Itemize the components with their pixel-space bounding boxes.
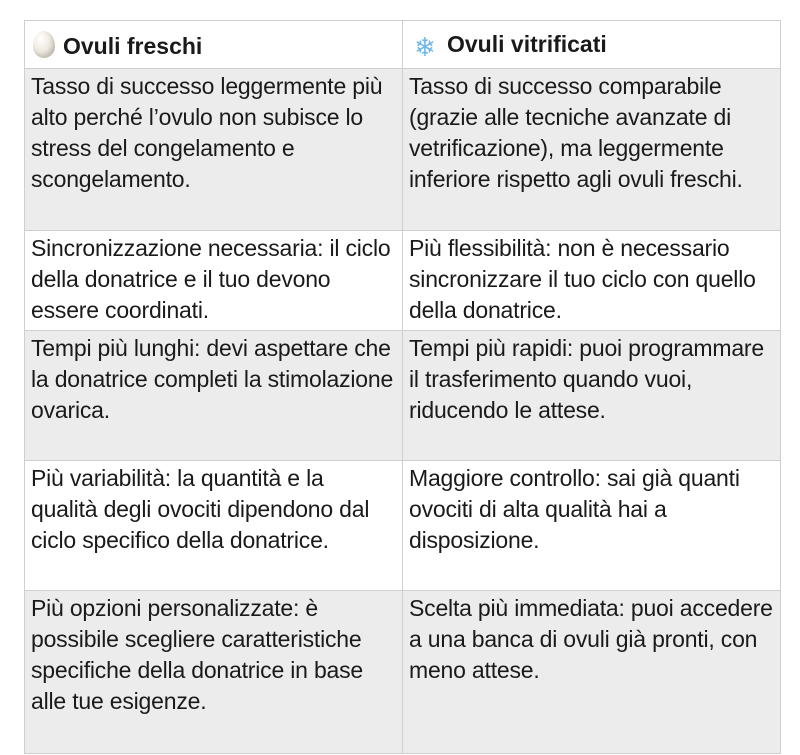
table-header-row	[25, 21, 781, 69]
cell-vitrified: Tempi più rapidi: puoi programmare il trasferimento quando vuoi, riducendo le attese.	[403, 331, 781, 461]
cell-fresh: Più opzioni personalizzate: è possibile scegliere caratteristiche specifiche della donatrice in base alle tue esigenze.	[25, 591, 403, 754]
comparison-table	[24, 20, 781, 754]
table-row	[25, 591, 781, 754]
cell-fresh: Più variabilità: la quantità e la qualità degli ovociti dipendono dal ciclo specifico della donatrice.	[25, 461, 403, 591]
table-row	[25, 69, 781, 231]
header-fresh-label: Ovuli freschi	[63, 33, 203, 59]
cell-vitrified: Scelta più immediata: puoi accedere a una banca di ovuli già pronti, con meno attese.	[403, 591, 781, 754]
snowflake-icon: ❄	[414, 33, 436, 63]
comparison-table-container	[24, 20, 780, 754]
header-vitrified-eggs	[403, 21, 781, 69]
table-row	[25, 461, 781, 591]
egg-icon	[33, 31, 55, 58]
table-row	[25, 331, 781, 461]
cell-vitrified: Tasso di successo comparabile (grazie alle tecniche avanzate di vetrificazione), ma leggermente inferiore rispetto agli ovuli freschi.	[403, 69, 781, 231]
header-fresh-eggs	[25, 21, 403, 69]
cell-vitrified: Maggiore controllo: sai già quanti ovociti di alta qualità hai a disposizione.	[403, 461, 781, 591]
cell-fresh: Tempi più lunghi: devi aspettare che la donatrice completi la stimolazione ovarica.	[25, 331, 403, 461]
cell-fresh: Sincronizzazione necessaria: il ciclo della donatrice e il tuo devono essere coordinati.	[25, 231, 403, 331]
cell-fresh: Tasso di successo leggermente più alto perché l’ovulo non subisce lo stress del congelamento e scongelamento.	[25, 69, 403, 231]
table-row	[25, 231, 781, 331]
cell-vitrified: Più flessibilità: non è necessario sincronizzare il tuo ciclo con quello della donatrice.	[403, 231, 781, 331]
header-vitrified-label: Ovuli vitrificati	[447, 31, 607, 57]
